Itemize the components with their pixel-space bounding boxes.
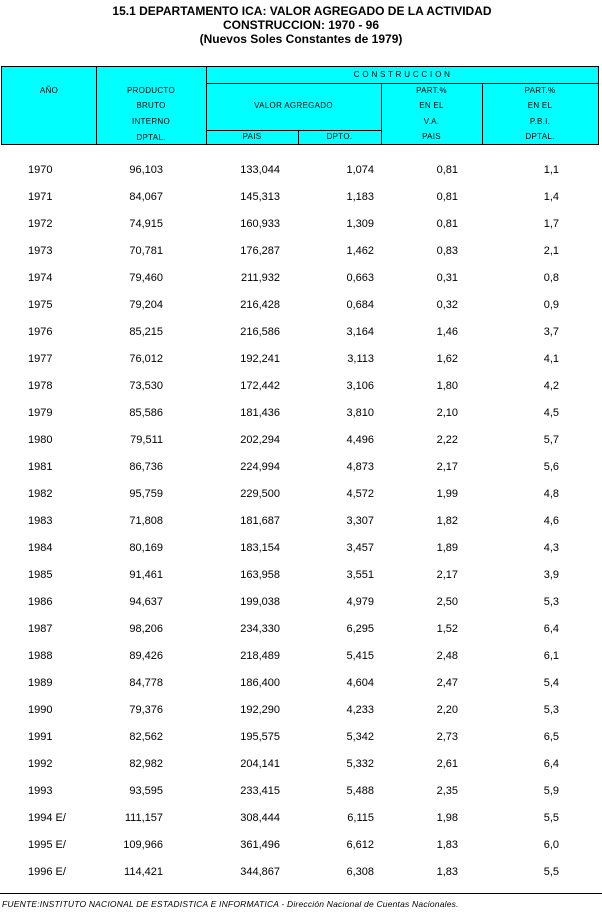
cell-part-va-pais: 1,62 (436, 353, 458, 365)
cell-part-va-pais: 2,47 (436, 677, 458, 689)
cell-va-dpto: 3,457 (346, 542, 374, 554)
table-row (0, 481, 602, 508)
table-row (0, 427, 602, 454)
cell-part-pbi-dptal: 3,9 (543, 569, 559, 581)
cell-year: 1970 (28, 164, 53, 176)
header-part-va-3: V.A. (423, 117, 440, 126)
table-row (0, 454, 602, 481)
cell-va-dpto: 0,684 (346, 299, 374, 311)
cell-part-pbi-dptal: 5,3 (543, 596, 559, 608)
cell-va-pais: 216,586 (240, 326, 280, 338)
cell-va-dpto: 3,307 (346, 515, 374, 527)
header-pais: PAIS (242, 132, 262, 141)
table-row (0, 643, 602, 670)
cell-part-pbi-dptal: 4,8 (543, 488, 559, 500)
cell-part-va-pais: 0,83 (436, 245, 458, 257)
cell-pbi-dptal: 79,204 (129, 299, 163, 311)
header-part-pbi-4: DPTAL. (525, 132, 555, 141)
cell-va-dpto: 5,415 (346, 650, 374, 662)
cell-part-pbi-dptal: 4,3 (543, 542, 559, 554)
header-part-pbi-1: PART.% (524, 86, 556, 95)
cell-va-pais: 233,415 (240, 785, 280, 797)
cell-part-va-pais: 2,61 (436, 758, 458, 770)
cell-year: 1985 (28, 569, 53, 581)
cell-va-pais: 195,575 (240, 731, 280, 743)
cell-pbi-dptal: 85,215 (129, 326, 163, 338)
cell-part-va-pais: 2,17 (436, 569, 458, 581)
table-row (0, 697, 602, 724)
table-row (0, 805, 602, 832)
cell-va-pais: 204,141 (240, 758, 280, 770)
title-line-1: 15.1 DEPARTAMENTO ICA: VALOR AGREGADO DE LA ACTIVIDAD (112, 4, 492, 18)
cell-va-dpto: 4,604 (346, 677, 374, 689)
cell-part-pbi-dptal: 6,4 (543, 758, 559, 770)
cell-year: 1981 (28, 461, 53, 473)
cell-part-pbi-dptal: 1,7 (543, 218, 559, 230)
cell-part-pbi-dptal: 5,3 (543, 704, 559, 716)
cell-va-dpto: 1,074 (346, 164, 374, 176)
table-row (0, 832, 602, 859)
table-row (0, 157, 602, 184)
cell-part-pbi-dptal: 5,5 (543, 812, 559, 824)
cell-part-pbi-dptal: 0,8 (543, 272, 559, 284)
cell-va-pais: 160,933 (240, 218, 280, 230)
cell-pbi-dptal: 82,982 (129, 758, 163, 770)
cell-pbi-dptal: 98,206 (129, 623, 163, 635)
cell-year: 1989 (28, 677, 53, 689)
cell-va-dpto: 4,572 (346, 488, 374, 500)
cell-part-va-pais: 1,83 (436, 866, 458, 878)
cell-va-pais: 218,489 (240, 650, 280, 662)
cell-part-pbi-dptal: 6,5 (543, 731, 559, 743)
cell-part-va-pais: 1,98 (436, 812, 458, 824)
title-line-2: CONSTRUCCION: 1970 - 96 (222, 18, 380, 32)
cell-va-dpto: 6,115 (347, 812, 374, 824)
cell-va-pais: 199,038 (240, 596, 280, 608)
cell-part-va-pais: 1,46 (436, 326, 458, 338)
cell-year: 1996 E/ (28, 866, 66, 878)
cell-part-pbi-dptal: 0,9 (543, 299, 559, 311)
table-row (0, 238, 602, 265)
cell-va-dpto: 6,295 (346, 623, 374, 635)
table-row (0, 292, 602, 319)
cell-va-pais: 176,287 (240, 245, 280, 257)
header-part-pbi-3: P.B.I. (529, 117, 551, 126)
table-row (0, 724, 602, 751)
cell-part-pbi-dptal: 1,4 (543, 191, 559, 203)
cell-year: 1975 (28, 299, 53, 311)
cell-va-pais: 145,313 (240, 191, 280, 203)
header-part-pbi-2: EN EL (527, 101, 553, 110)
cell-pbi-dptal: 93,595 (129, 785, 163, 797)
table-title (0, 4, 602, 46)
cell-year: 1988 (28, 650, 53, 662)
cell-year: 1971 (28, 191, 53, 203)
cell-part-va-pais: 1,52 (436, 623, 458, 635)
cell-part-va-pais: 1,89 (436, 542, 458, 554)
cell-year: 1984 (28, 542, 53, 554)
cell-va-dpto: 5,488 (346, 785, 374, 797)
header-pbi-3: INTERNO (131, 117, 171, 126)
table-row (0, 184, 602, 211)
cell-pbi-dptal: 79,460 (129, 272, 163, 284)
cell-year: 1983 (28, 515, 53, 527)
table-row (0, 265, 602, 292)
table-row (0, 319, 602, 346)
cell-va-pais: 172,442 (240, 380, 280, 392)
cell-part-va-pais: 2,48 (436, 650, 458, 662)
cell-pbi-dptal: 79,376 (129, 704, 163, 716)
cell-pbi-dptal: 71,808 (129, 515, 163, 527)
cell-pbi-dptal: 82,562 (129, 731, 163, 743)
table-header (1, 66, 599, 145)
cell-year: 1987 (28, 623, 53, 635)
table-row (0, 211, 602, 238)
table-row (0, 535, 602, 562)
cell-pbi-dptal: 95,759 (129, 488, 163, 500)
cell-part-pbi-dptal: 4,5 (543, 407, 559, 419)
table-row (0, 400, 602, 427)
cell-year: 1995 E/ (28, 839, 66, 851)
cell-va-pais: 192,241 (240, 353, 280, 365)
cell-pbi-dptal: 84,778 (129, 677, 163, 689)
table-row (0, 751, 602, 778)
cell-part-pbi-dptal: 4,1 (543, 353, 559, 365)
cell-va-pais: 163,958 (240, 569, 280, 581)
cell-va-pais: 133,044 (240, 164, 280, 176)
cell-va-pais: 234,330 (240, 623, 280, 635)
cell-pbi-dptal: 86,736 (129, 461, 163, 473)
cell-va-dpto: 4,979 (346, 596, 374, 608)
cell-va-dpto: 3,164 (346, 326, 374, 338)
cell-part-va-pais: 2,50 (436, 596, 458, 608)
cell-part-pbi-dptal: 5,6 (543, 461, 559, 473)
cell-va-pais: 183,154 (240, 542, 280, 554)
cell-year: 1990 (28, 704, 53, 716)
title-line-3: (Nuevos Soles Constantes de 1979) (199, 32, 403, 46)
table-row (0, 346, 602, 373)
cell-pbi-dptal: 89,426 (129, 650, 163, 662)
cell-pbi-dptal: 85,586 (129, 407, 163, 419)
cell-part-pbi-dptal: 6,4 (543, 623, 559, 635)
cell-part-pbi-dptal: 5,9 (543, 785, 559, 797)
table-row (0, 859, 602, 886)
cell-part-va-pais: 1,82 (436, 515, 458, 527)
cell-part-pbi-dptal: 1,1 (543, 164, 559, 176)
cell-year: 1986 (28, 596, 53, 608)
header-part-va-4: PAIS (422, 132, 441, 141)
cell-part-pbi-dptal: 4,6 (543, 515, 559, 527)
cell-year: 1980 (28, 434, 53, 446)
header-pbi-4: DPTAL. (136, 133, 166, 142)
header-part-va-1: PART.% (416, 86, 447, 95)
table-row (0, 373, 602, 400)
cell-year: 1977 (28, 353, 53, 365)
cell-pbi-dptal: 109,966 (123, 839, 163, 851)
table-row (0, 508, 602, 535)
cell-part-va-pais: 2,35 (436, 785, 458, 797)
header-anio: AÑO (39, 86, 59, 95)
cell-va-dpto: 5,342 (346, 731, 374, 743)
cell-va-dpto: 4,873 (346, 461, 374, 473)
cell-part-pbi-dptal: 5,7 (543, 434, 559, 446)
cell-va-pais: 308,444 (240, 812, 280, 824)
header-pbi-1: PRODUCTO (126, 86, 176, 95)
table-row (0, 778, 602, 805)
cell-part-pbi-dptal: 4,2 (543, 380, 559, 392)
cell-part-va-pais: 2,73 (436, 731, 458, 743)
cell-part-va-pais: 2,22 (436, 434, 458, 446)
cell-year: 1972 (28, 218, 53, 230)
cell-part-pbi-dptal: 6,0 (543, 839, 559, 851)
cell-va-pais: 202,294 (240, 434, 280, 446)
header-pbi-2: BRUTO (136, 101, 166, 110)
header-valor-agregado: VALOR AGREGADO (254, 101, 333, 110)
cell-va-pais: 344,867 (240, 866, 280, 878)
cell-pbi-dptal: 84,067 (129, 191, 163, 203)
cell-va-pais: 192,290 (240, 704, 280, 716)
cell-part-va-pais: 0,31 (436, 272, 458, 284)
cell-part-va-pais: 0,81 (436, 218, 458, 230)
cell-year: 1979 (28, 407, 53, 419)
cell-pbi-dptal: 70,781 (129, 245, 163, 257)
cell-pbi-dptal: 76,012 (129, 353, 163, 365)
cell-pbi-dptal: 96,103 (129, 164, 163, 176)
table-row (0, 562, 602, 589)
cell-part-va-pais: 0,81 (436, 164, 458, 176)
cell-part-pbi-dptal: 3,7 (543, 326, 559, 338)
cell-pbi-dptal: 80,169 (129, 542, 163, 554)
cell-va-dpto: 6,308 (346, 866, 374, 878)
cell-year: 1994 E/ (28, 812, 66, 824)
cell-va-dpto: 3,106 (346, 380, 374, 392)
cell-va-dpto: 6,612 (346, 839, 374, 851)
bottom-rule (0, 893, 602, 894)
cell-va-pais: 181,687 (240, 515, 280, 527)
cell-va-pais: 229,500 (240, 488, 280, 500)
cell-va-pais: 186,400 (240, 677, 280, 689)
cell-part-va-pais: 2,10 (436, 407, 458, 419)
cell-va-pais: 224,994 (240, 461, 280, 473)
cell-part-va-pais: 0,32 (436, 299, 458, 311)
table-row (0, 616, 602, 643)
cell-part-va-pais: 2,20 (436, 704, 458, 716)
cell-year: 1991 (28, 731, 53, 743)
cell-year: 1978 (28, 380, 53, 392)
cell-pbi-dptal: 91,461 (129, 569, 163, 581)
cell-pbi-dptal: 74,915 (129, 218, 163, 230)
header-construccion: C O N S T R U C C I O N (353, 70, 451, 79)
cell-va-dpto: 4,233 (346, 704, 374, 716)
cell-part-va-pais: 1,99 (436, 488, 458, 500)
table-row (0, 670, 602, 697)
cell-year: 1976 (28, 326, 53, 338)
cell-va-dpto: 5,332 (346, 758, 374, 770)
cell-year: 1992 (28, 758, 53, 770)
cell-va-dpto: 1,309 (346, 218, 374, 230)
cell-part-pbi-dptal: 2,1 (543, 245, 559, 257)
cell-part-pbi-dptal: 6,1 (543, 650, 559, 662)
cell-pbi-dptal: 79,511 (130, 434, 163, 446)
cell-va-dpto: 0,663 (346, 272, 374, 284)
cell-pbi-dptal: 111,157 (124, 812, 163, 824)
cell-part-va-pais: 1,80 (436, 380, 458, 392)
cell-year: 1974 (28, 272, 53, 284)
cell-va-dpto: 3,551 (346, 569, 374, 581)
cell-year: 1982 (28, 488, 53, 500)
cell-va-pais: 211,932 (241, 272, 280, 284)
cell-part-va-pais: 2,17 (436, 461, 458, 473)
cell-va-dpto: 3,113 (347, 353, 374, 365)
cell-va-pais: 181,436 (240, 407, 280, 419)
table-row (0, 589, 602, 616)
header-dpto: DPTO. (326, 132, 353, 141)
cell-year: 1993 (28, 785, 53, 797)
cell-va-dpto: 1,462 (346, 245, 374, 257)
cell-year: 1973 (28, 245, 53, 257)
cell-pbi-dptal: 94,637 (129, 596, 163, 608)
cell-va-dpto: 3,810 (346, 407, 374, 419)
cell-pbi-dptal: 73,530 (129, 380, 163, 392)
cell-va-pais: 361,496 (240, 839, 280, 851)
cell-part-va-pais: 1,83 (436, 839, 458, 851)
cell-va-dpto: 4,496 (346, 434, 374, 446)
header-part-va-2: EN EL (419, 101, 444, 110)
cell-part-pbi-dptal: 5,5 (543, 866, 559, 878)
cell-pbi-dptal: 114,421 (124, 866, 163, 878)
cell-part-pbi-dptal: 5,4 (543, 677, 559, 689)
cell-part-va-pais: 0,81 (436, 191, 458, 203)
source-note: FUENTE:INSTITUTO NACIONAL DE ESTADISTICA E INFORMATICA - Dirección Nacional de Cuentas Nacionales. (2, 899, 459, 909)
cell-va-dpto: 1,183 (346, 191, 374, 203)
cell-va-pais: 216,428 (240, 299, 280, 311)
